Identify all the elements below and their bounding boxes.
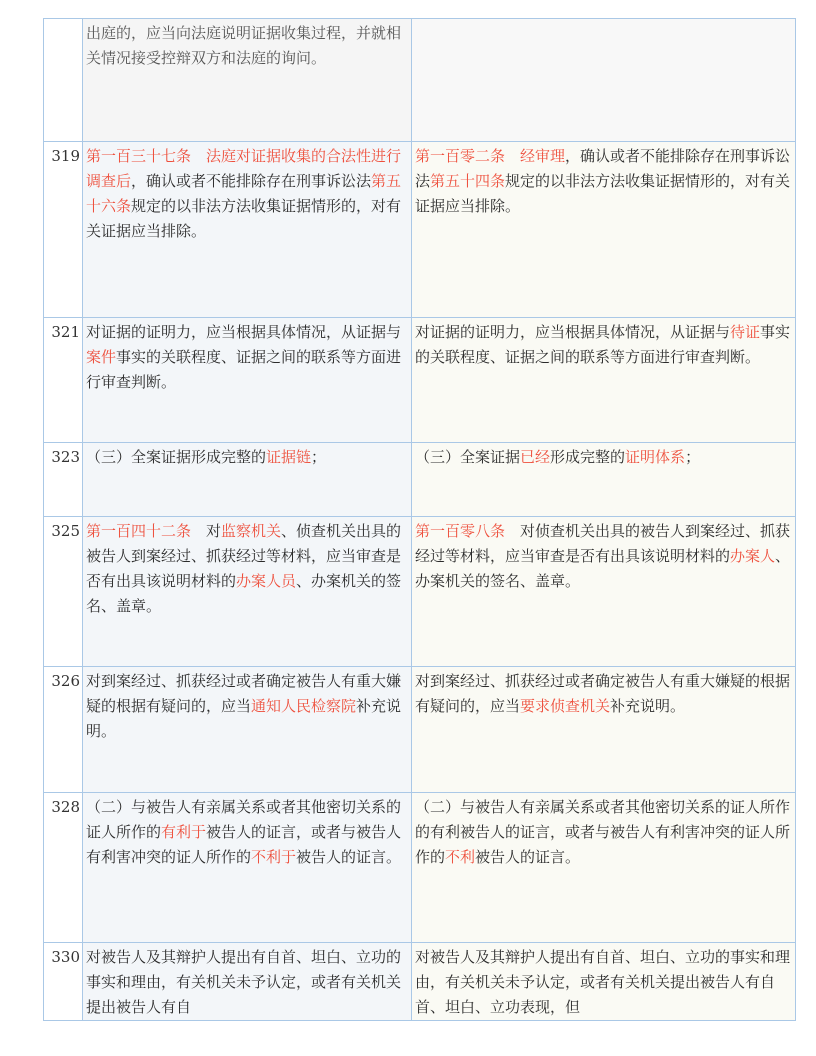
highlighted-text: 有利于 — [161, 823, 207, 841]
provision-text: 事实的关联程度、证据之间的联系等方面进行审查判断。 — [86, 348, 402, 391]
highlighted-text: 已经 — [520, 448, 551, 466]
new-provision-cell — [83, 517, 412, 667]
highlighted-text: 第一百三十七条 法庭对证据收集的合法性进行调查后 — [86, 147, 402, 190]
table-row — [44, 19, 796, 142]
new-provision-cell — [83, 793, 412, 943]
provision-text: 对到案经过、抓获经过或者确定被告人有重大嫌疑的根据有疑问的，应当 — [415, 672, 791, 715]
highlighted-text: 证明体系 — [625, 448, 686, 466]
provision-text: （二）与被告人有亲属关系或者其他密切关系的证人所作的有利被告人的证言，或者与被告人有利害冲突的证人所作的 — [415, 798, 791, 866]
old-provision-cell — [412, 142, 796, 318]
row-number: 319 — [44, 142, 83, 318]
highlighted-text: 案件 — [86, 348, 117, 366]
provision-text: 对被告人及其辩护人提出有自首、坦白、立功的事实和理由，有关机关未予认定，或者有关机关提出被告人有自 — [86, 948, 402, 1016]
table-row — [44, 667, 796, 793]
provision-text: 对到案经过、抓获经过或者确定被告人有重大嫌疑的根据有疑问的，应当 — [86, 672, 402, 715]
new-provision-cell — [83, 19, 412, 142]
provision-text: 补充说明。 — [610, 697, 686, 715]
provision-text: （三）全案证据 — [415, 448, 521, 466]
provision-text: 规定的以非法方法收集证据情形的，对有关证据应当排除。 — [415, 172, 791, 215]
highlighted-text: 监察机关 — [221, 522, 282, 540]
table-row — [44, 517, 796, 667]
provision-text: 对证据的证明力，应当根据具体情况，从证据与 — [415, 323, 731, 341]
old-provision-cell — [412, 943, 796, 1021]
table-row — [44, 443, 796, 517]
highlighted-text: 第一百四十二条 — [86, 522, 192, 540]
provision-text: 、办案机关的签名、盖章。 — [86, 572, 402, 615]
table-row — [44, 793, 796, 943]
new-provision-cell — [83, 318, 412, 443]
highlighted-text: 第一百零二条 经审理 — [415, 147, 566, 165]
old-provision-cell — [412, 667, 796, 793]
provision-text: 事实的关联程度、证据之间的联系等方面进行审查判断。 — [415, 323, 791, 366]
highlighted-text: 要求侦查机关 — [520, 697, 611, 715]
highlighted-text: 通知人民检察院 — [251, 697, 357, 715]
table-row — [44, 318, 796, 443]
highlighted-text: 待证 — [730, 323, 761, 341]
new-provision-cell — [83, 443, 412, 517]
provision-text: ，确认或者不能排除存在刑事诉讼法 — [131, 172, 372, 190]
table-row — [44, 142, 796, 318]
provision-text: 规定的以非法方法收集证据情形的，对有关证据应当排除。 — [86, 197, 402, 240]
old-provision-cell — [412, 318, 796, 443]
highlighted-text: 第一百零八条 — [415, 522, 506, 540]
row-number: 326 — [44, 667, 83, 793]
old-provision-cell — [412, 443, 796, 517]
provision-text: （三）全案证据形成完整的 — [86, 448, 267, 466]
old-provision-cell — [412, 793, 796, 943]
provision-text: 对侦查机关出具的被告人到案经过、抓获经过等材料，应当审查是否有出具该说明材料的 — [415, 522, 791, 565]
highlighted-text: 不利 — [445, 848, 476, 866]
provision-text: 被告人的证言。 — [296, 848, 402, 866]
row-number: 328 — [44, 793, 83, 943]
new-provision-cell — [83, 943, 412, 1021]
row-number: 330 — [44, 943, 83, 1021]
highlighted-text: 第五十四条 — [430, 172, 506, 190]
new-provision-cell — [83, 667, 412, 793]
comparison-table — [43, 18, 796, 1021]
new-provision-cell — [83, 142, 412, 318]
highlighted-text: 办案人员 — [236, 572, 297, 590]
provision-text: 、办案机关的签名、盖章。 — [415, 547, 791, 590]
provision-text: 对证据的证明力，应当根据具体情况，从证据与 — [86, 323, 402, 341]
provision-text: ； — [685, 448, 701, 466]
provision-text: ，确认或者不能排除存在刑事诉讼法 — [415, 147, 791, 190]
table-row — [44, 943, 796, 1021]
provision-text: （二）与被告人有亲属关系或者其他密切关系的证人所作的 — [86, 798, 402, 841]
provision-text: 被告人的证言。 — [475, 848, 581, 866]
provision-text: 形成完整的 — [550, 448, 626, 466]
provision-text: 出庭的，应当向法庭说明证据收集过程，并就相关情况接受控辩双方和法庭的询问。 — [86, 24, 402, 67]
highlighted-text: 办案人 — [730, 547, 776, 565]
row-number: 325 — [44, 517, 83, 667]
comparison-table-body — [44, 19, 796, 1021]
provision-text: 、侦查机关出具的被告人到案经过、抓获经过等材料，应当审查是否有出具该说明材料的 — [86, 522, 402, 590]
row-number: 321 — [44, 318, 83, 443]
row-number: 323 — [44, 443, 83, 517]
row-number — [44, 19, 83, 142]
highlighted-text: 不利于 — [251, 848, 297, 866]
provision-text: 对被告人及其辩护人提出有自首、坦白、立功的事实和理由，有关机关未予认定，或者有关机关提出被告人有自首、坦白、立功表现，但 — [415, 948, 791, 1016]
provision-text: 被告人的证言，或者与被告人有利害冲突的证人所作的 — [86, 823, 402, 866]
old-provision-cell — [412, 517, 796, 667]
provision-text: 对 — [191, 522, 222, 540]
old-provision-cell — [412, 19, 796, 142]
provision-text: ； — [311, 448, 327, 466]
highlighted-text: 第五十六条 — [86, 172, 402, 215]
highlighted-text: 证据链 — [266, 448, 312, 466]
provision-text: 补充说明。 — [86, 697, 402, 740]
